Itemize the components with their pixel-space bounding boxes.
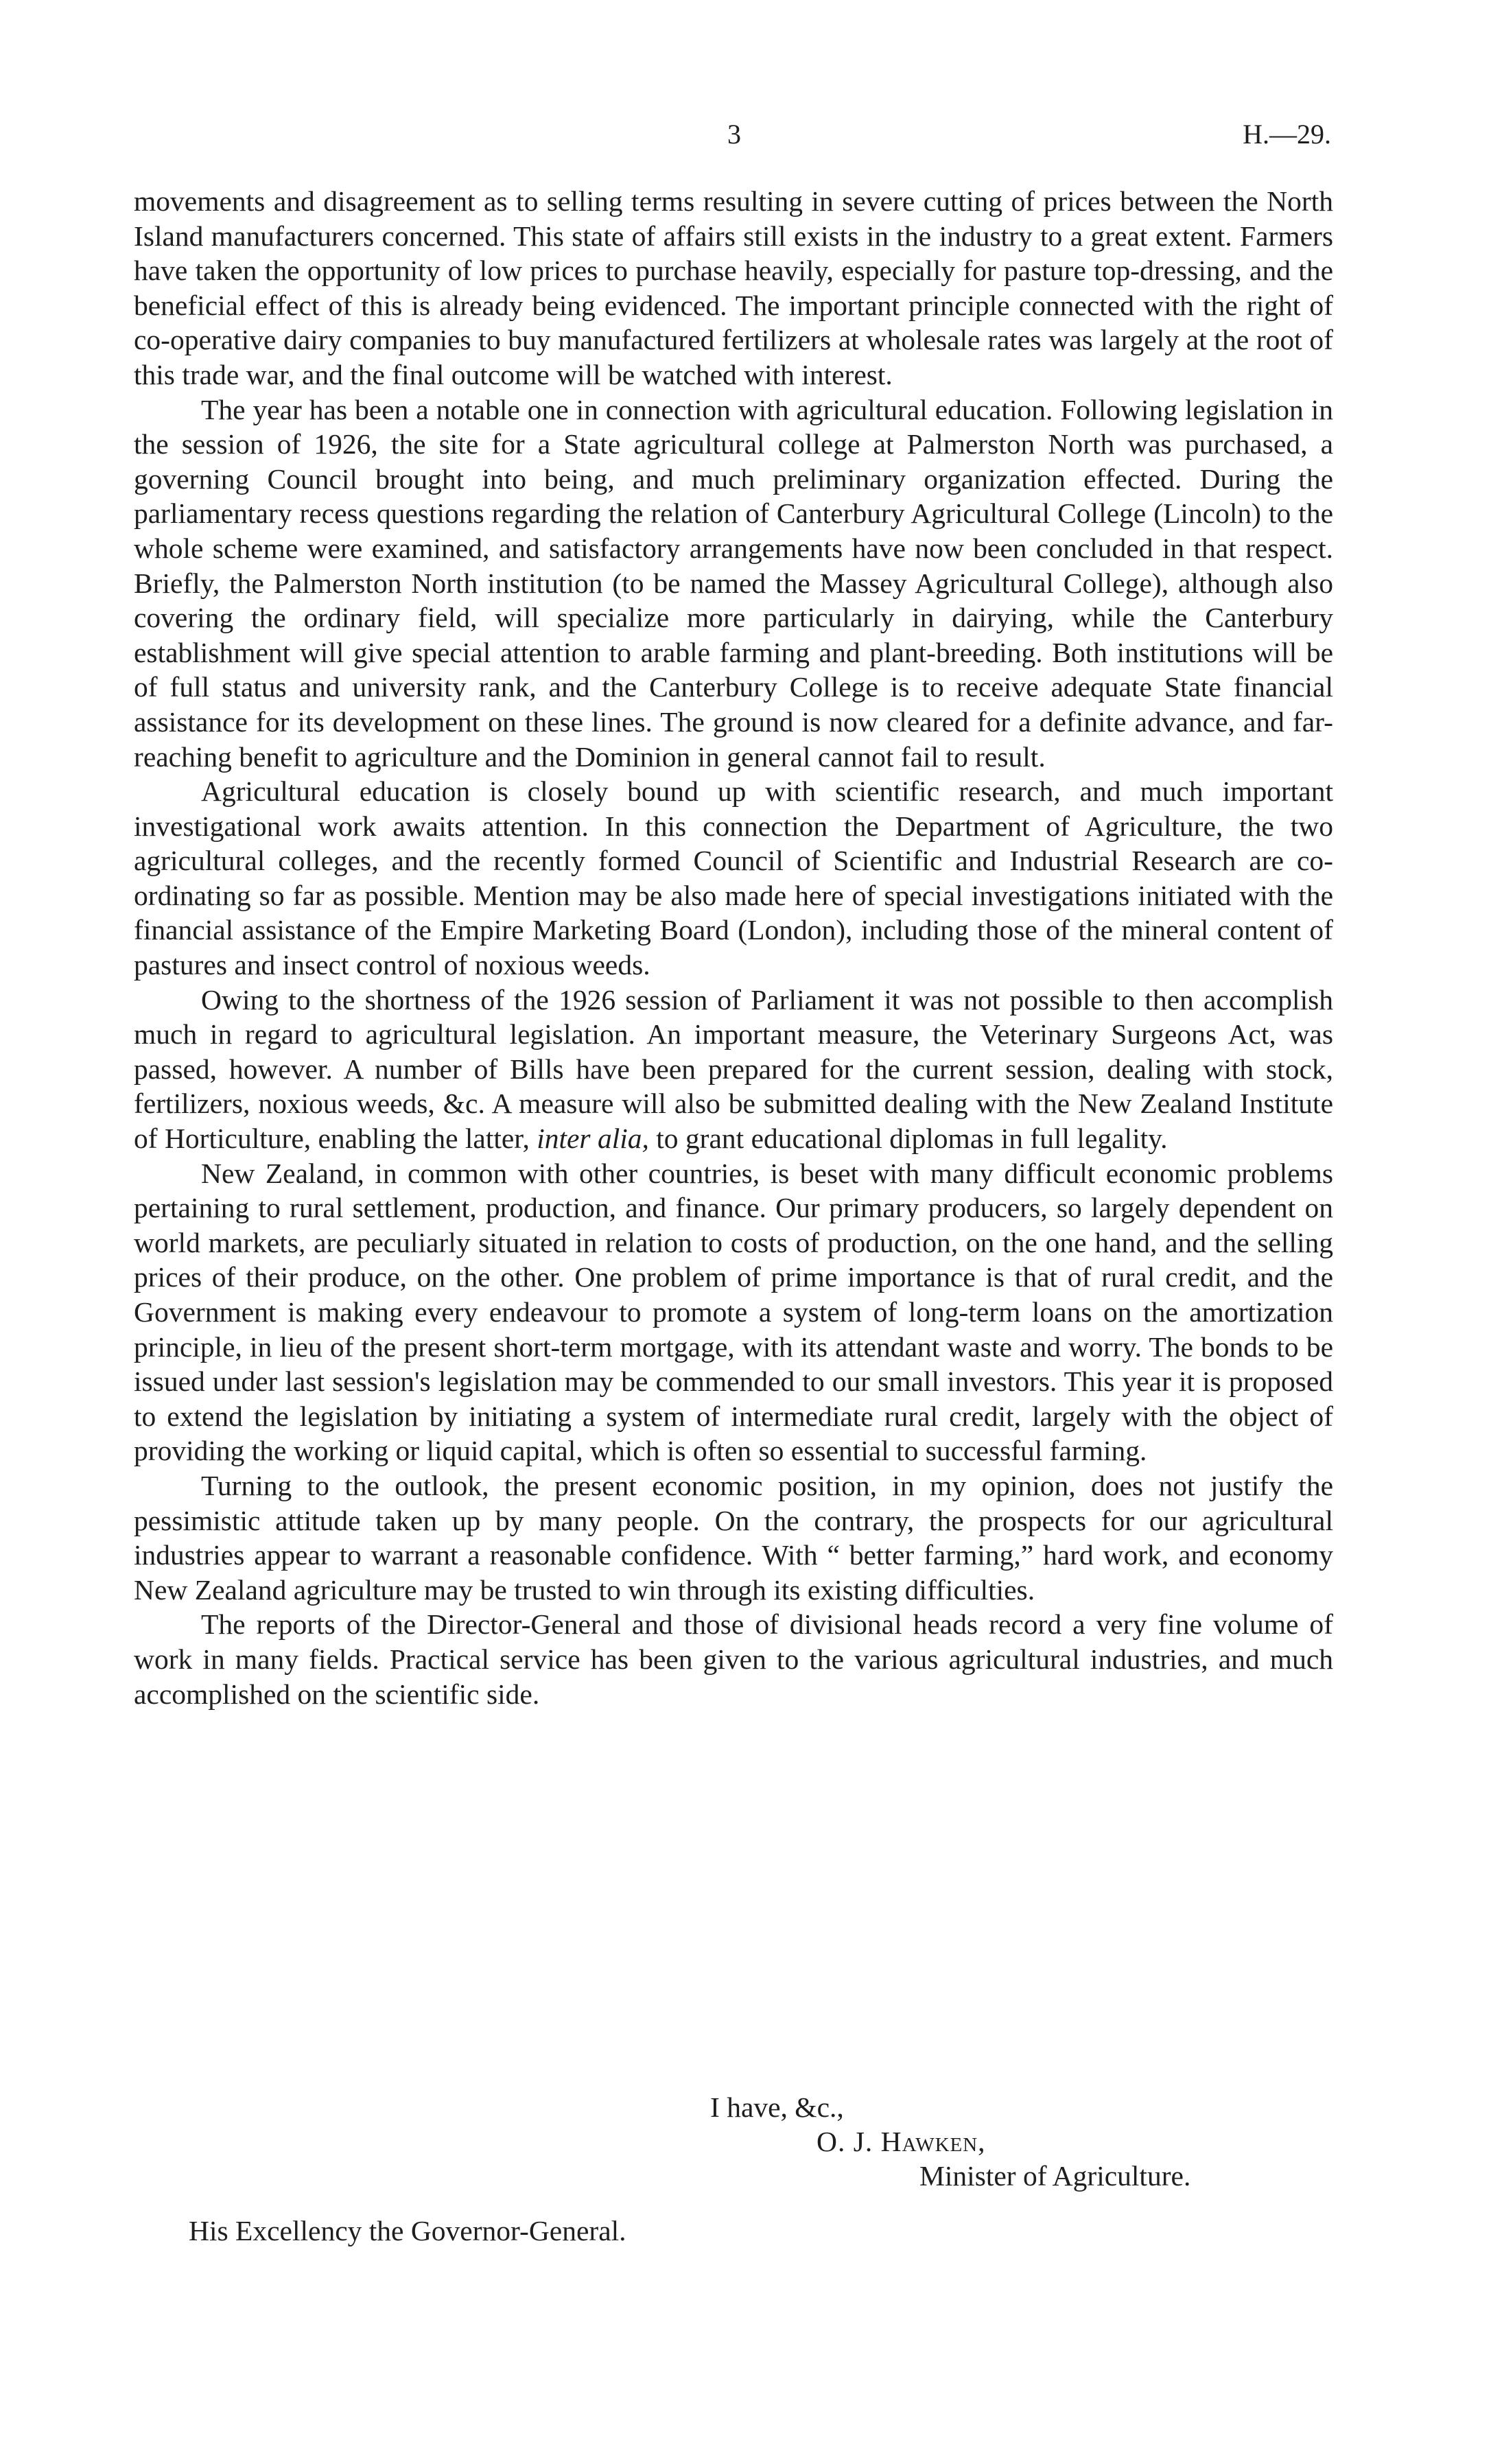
paragraph-legislation — [134, 983, 1333, 1156]
paragraph-outlook: Turning to the outlook, the present economic position, in my opinion, does not justify the pessimistic attitude taken up by many people. On the contrary, the prospects for our agricultural industries appear to warrant a reasonable confidence. With “ better farming,” hard work, and economy New Zealand agriculture may be trusted to win through its existing difficulties. — [134, 1469, 1333, 1606]
signatory-name-text: O. J. Hawken, — [817, 2126, 986, 2157]
paragraph-reports: The reports of the Director-General and those of divisional heads record a very fine volume of work in many fields. Practical service has been given to the various agricultural industries, and much accomplished on the scientific side. — [134, 1608, 1333, 1710]
paragraph-rural-credit: New Zealand, in common with other countries, is beset with many difficult economic problems pertaining to rural settlement, production, and finance. Our primary producers, so largely dependent on world markets, are peculiarly situated in relation to costs of production, on the one hand, and the selling prices of their produce, on the other. One problem of prime importance is that of rural credit, and the Government is making every endeavour to promote a system of long-term loans on the amortization principle, in lieu of the present short-term mortgage, with its attendant waste and worry. The bonds to be issued under last session's legislation may be commended to our small investors. This year it is proposed to extend the legislation by initiating a system of intermediate rural credit, largely with the object of providing the working or liquid capital, which is often so essential to successful farming. — [134, 1157, 1333, 1467]
closing-phrase: I have, &c., — [710, 2091, 844, 2123]
body-text — [134, 184, 1333, 1711]
signatory-name — [817, 2124, 1491, 2159]
legislation-text-start: Owing to the shortness of the 1926 session of Parliament it was not possible to then accomplish much in regard to agricultural legislation. An important measure, the Veterinary Surgeons Act, was passed, however. A number of Bills have been prepared for the current session, dealing with stock, fertilizers, noxious weeds, &c. A measure will also be submitted dealing with the New Zealand Institute of Horticulture, enabling the latter, — [134, 983, 1333, 1155]
addressee: His Excellency the Governor-General. — [189, 2215, 626, 2246]
legislation-text-end: to grant educational diplomas in full legality. — [648, 1123, 1168, 1155]
legislation-italic-phrase: inter alia, — [537, 1123, 649, 1155]
paragraph-fertilizer-trade: movements and disagreement as to selling terms resulting in severe cutting of prices between the North Island manufacturers concerned. This state of affairs still exists in the industry to a great extent. Farmers have taken the opportunity of low prices to purchase heavily, especially for pasture top-dressing, and the beneficial effect of this is already being evidenced. The important principle connected with the right of co-operative dairy companies to buy manufactured fertilizers at wholesale rates was largely at the root of this trade war, and the final outcome will be watched with interest. — [134, 185, 1333, 390]
page-number: 3 — [727, 119, 741, 150]
page-header — [0, 118, 1491, 159]
signatory-title: Minister of Agriculture. — [919, 2160, 1191, 2192]
paragraph-scientific-research: Agricultural education is closely bound up with scientific research, and much important investigational work awaits attention. In this connection the Department of Agriculture, the two agricultural colleges, and the recently formed Council of Scientific and Industrial Research are co-ordinating so far as possible. Mention may be also made here of special investigations initiated with the financial assistance of the Empire Marketing Board (London), including those of the mineral content of pastures and insect control of noxious weeds. — [134, 775, 1333, 981]
document-reference: H.—29. — [1243, 119, 1331, 150]
paragraph-agricultural-education: The year has been a notable one in connection with agricultural education. Following legislation in the session of 1926, the site for a State agricultural college at Palmerston North was purchased, a governing Council brought into being, and much preliminary organization effected. During the parliamentary recess questions regarding the relation of Canterbury Agricultural College (Lincoln) to the whole scheme were examined, and satisfactory arrangements have now been concluded in that respect. Briefly, the Palmerston North institution (to be named the Massey Agricultural College), although also covering the ordinary field, will specialize more particularly in dairying, while the Canterbury establishment will give special attention to arable farming and plant-breeding. Both institutions will be of full status and university rank, and the Canterbury College is to receive adequate State financial assistance for its development on these lines. The ground is now cleared for a definite advance, and far-reaching benefit to agriculture and the Dominion in general cannot fail to result. — [134, 393, 1333, 773]
